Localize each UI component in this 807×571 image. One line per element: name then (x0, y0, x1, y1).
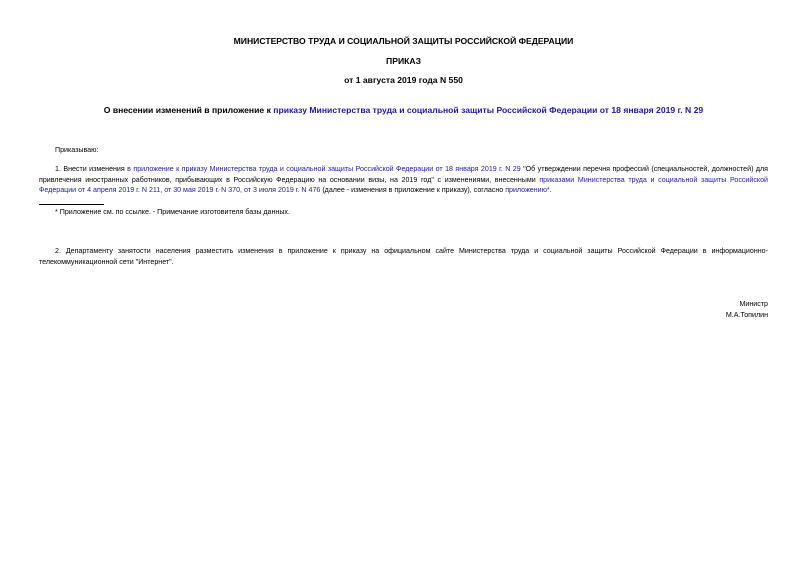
order-word: Приказываю: (55, 146, 99, 154)
item-1-link-attachment[interactable]: приложению* (505, 186, 550, 194)
item-1-text-visa: привлечения иностранных работников, прибывающих в Российскую Федерацию на основании визы, на 2019 год" с изменениями, внесенными (39, 175, 540, 184)
signature-name: М.А.Топилин (725, 311, 768, 319)
signature-block (726, 299, 768, 321)
item-1-link-appendix[interactable]: в приложение к приказу Министерства труда и социальной защиты Российской Федерации от 18 января 2019 г. N 29 (127, 165, 521, 173)
item-1-link-orders-dates[interactable]: Федерации от 4 апреля 2019 г. N 211, от 30 мая 2019 г. N 370, от 3 июля 2019 г. N 476 (39, 186, 321, 194)
order-word-block (39, 145, 768, 156)
doc-type-heading: ПРИКАЗ (386, 56, 421, 66)
document-subject (0, 105, 807, 116)
item-1-text-further: (далее - изменения в приложение к приказу), согласно (320, 186, 506, 194)
footnote-block (39, 207, 768, 218)
item-1-line-3 (39, 185, 768, 196)
date-number-heading: от 1 августа 2019 года N 550 (344, 75, 463, 85)
ministry-heading: МИНИСТЕРСТВО ТРУДА И СОЦИАЛЬНОЙ ЗАЩИТЫ РОССИЙСКОЙ ФЕДЕРАЦИИ (233, 36, 574, 46)
item-2-line-2: телекоммуникационной сети "Интернет". (39, 257, 174, 266)
subject-link-order-29[interactable]: приказу Министерства труда и социальной защиты Российской Федерации от 18 января 2019 г. N 29 (273, 105, 704, 115)
item-1-line-2 (39, 175, 768, 186)
footnote-text: * Приложение см. по ссылке. - Примечание изготовителя базы данных. (55, 208, 290, 216)
footnote-divider (39, 204, 104, 205)
item-1 (39, 164, 768, 196)
item-1-line-1 (39, 164, 768, 175)
item-1-text-end: . (549, 186, 552, 194)
subject-prefix: О внесении изменений в приложение к (103, 105, 274, 115)
item-1-link-orders[interactable]: приказами Министерства труда и социальной защиты Российской (539, 175, 768, 184)
item-1-text-title: "Об утверждении перечня профессий (специальностей, должностей) для (520, 165, 768, 173)
item-1-text-start: 1. Внести изменения (55, 165, 128, 173)
item-2 (39, 246, 768, 267)
signature-position: Министр (739, 300, 768, 308)
item-2-line-1: 2. Департаменту занятости населения разместить изменения в приложение к приказу на официальном сайте Министерства труда и социальной защиты Российской Федерации в информационно- (55, 247, 768, 255)
